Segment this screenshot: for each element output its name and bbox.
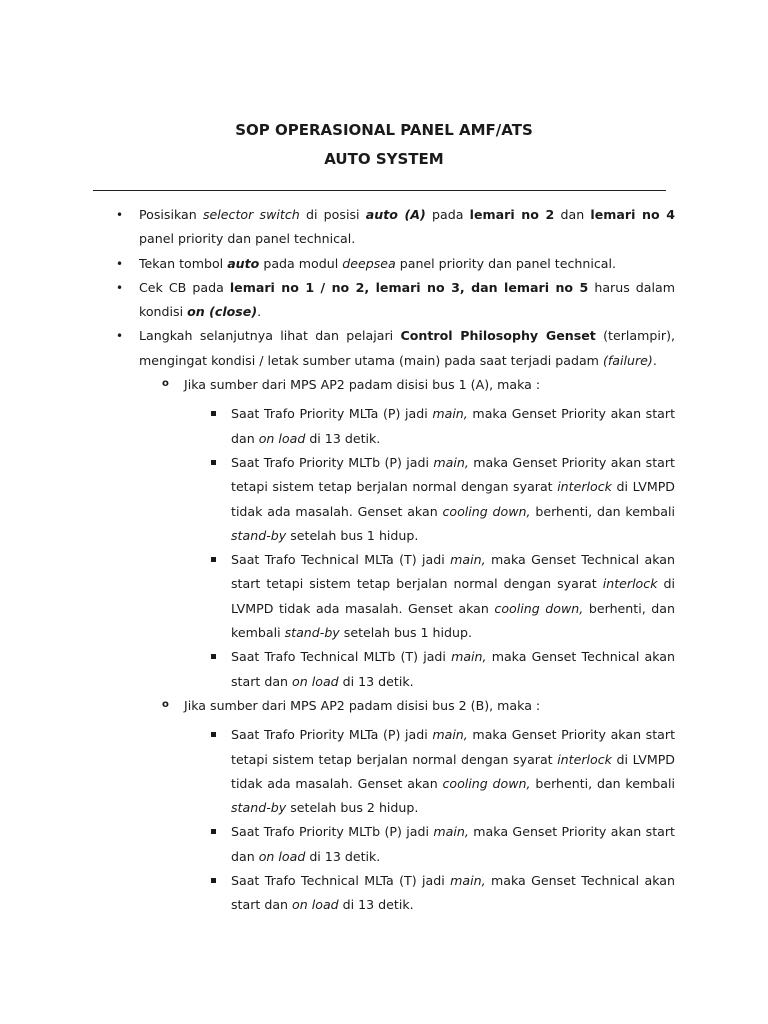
sub-sub-list-item: Saat Trafo Priority MLTa (P) jadi main, maka Genset Priority akan start tetapi sistem tetap berjalan normal dengan syarat interlock di LVMPD tidak ada masalah. Genset akan cooling down, berhenti, dan kembali stand-by setelah bus 2 hidup. [231, 723, 675, 820]
sub-sub-list-item: Saat Trafo Technical MLTa (T) jadi main, maka Genset Technical akan start dan on load di 13 detik. [231, 869, 675, 918]
title-divider [93, 190, 666, 191]
sop-list [0, 203, 768, 918]
document-subtitle: AUTO SYSTEM [324, 150, 444, 168]
sub-sub-list-item: Saat Trafo Priority MLTb (P) jadi main, maka Genset Priority akan start dan on load di 13 detik. [231, 820, 675, 869]
list-item: • Posisikan selector switch di posisi auto (A) pada lemari no 2 dan lemari no 4 panel priority dan panel technical. [139, 203, 675, 252]
sub-list-item: o Jika sumber dari MPS AP2 padam disisi bus 1 (A), maka : [184, 373, 675, 397]
list-item: • Langkah selanjutnya lihat dan pelajari Control Philosophy Genset (terlampir), mengingat kondisi / letak sumber utama (main) pada saat terjadi padam (failure). [139, 324, 675, 373]
sub-sub-list-item: Saat Trafo Technical MLTa (T) jadi main, maka Genset Technical akan start tetapi sistem tetap berjalan normal dengan syarat interlock di LVMPD tidak ada masalah. Genset akan cooling down, berhenti, dan kembali stand-by setelah bus 1 hidup. [231, 548, 675, 645]
sub-sub-list-item: Saat Trafo Technical MLTb (T) jadi main, maka Genset Technical akan start dan on load di 13 detik. [231, 645, 675, 694]
sub-sub-list-item: Saat Trafo Priority MLTb (P) jadi main, maka Genset Priority akan start tetapi sistem tetap berjalan normal dengan syarat interlock di LVMPD tidak ada masalah. Genset akan cooling down, berhenti, dan kembali stand-by setelah bus 1 hidup. [231, 451, 675, 548]
list-item: • Cek CB pada lemari no 1 / no 2, lemari no 3, dan lemari no 5 harus dalam kondisi on (close). [139, 276, 675, 325]
list-item: • Tekan tombol auto pada modul deepsea panel priority dan panel technical. [139, 252, 675, 276]
sub-list-item: o Jika sumber dari MPS AP2 padam disisi bus 2 (B), maka : [184, 694, 675, 718]
document-title: SOP OPERASIONAL PANEL AMF/ATS [235, 121, 533, 139]
sub-sub-list-item: Saat Trafo Priority MLTa (P) jadi main, maka Genset Priority akan start dan on load di 13 detik. [231, 402, 675, 451]
